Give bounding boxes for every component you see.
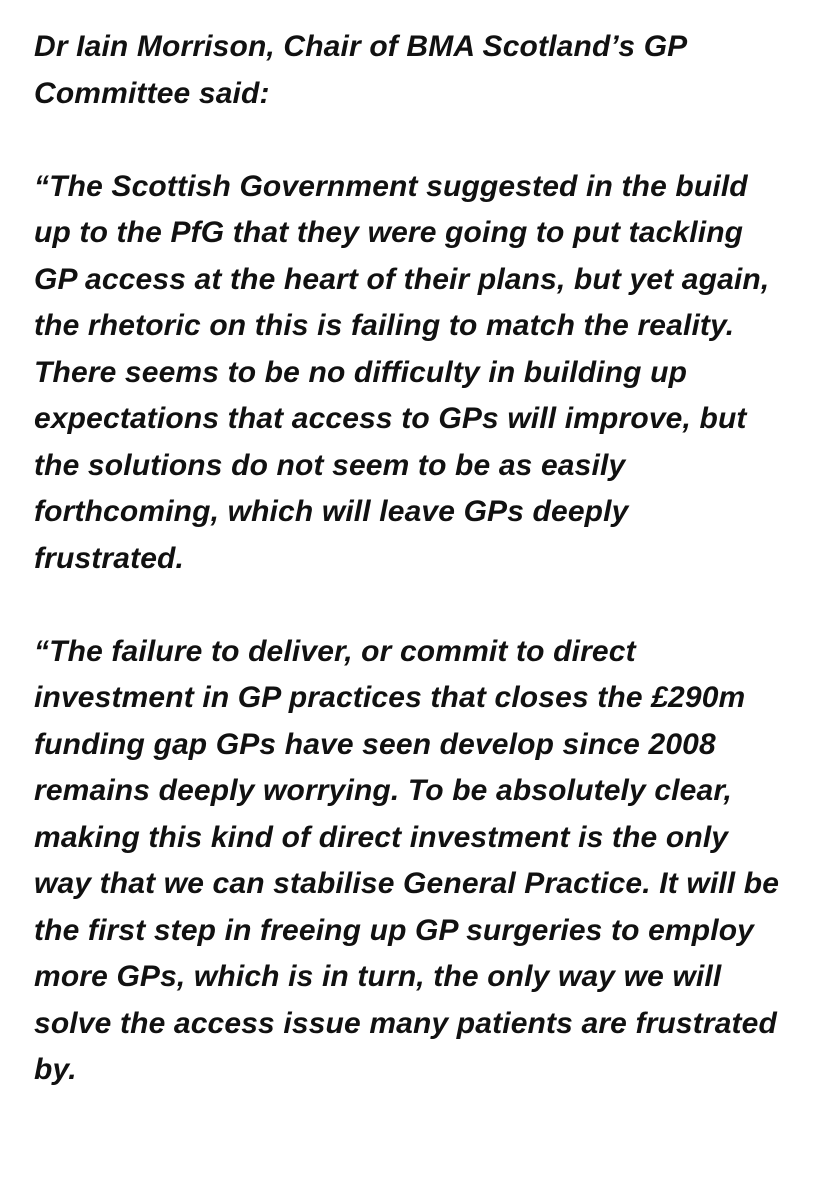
text-line: expectations that access to GPs will improve, but bbox=[34, 402, 747, 435]
text-line: solve the access issue many patients are frustrated bbox=[34, 1006, 777, 1040]
text-line: “The Scottish Government suggested in the build bbox=[34, 169, 748, 203]
text-line: frustrated. bbox=[34, 541, 185, 575]
paragraph-spacer bbox=[34, 582, 804, 629]
text-line: making this kind of direct investment is the only bbox=[34, 820, 729, 854]
text-line: Dr Iain Morrison, Chair of BMA Scotland’s GP bbox=[34, 30, 688, 63]
quote-paragraph-1 bbox=[34, 164, 804, 583]
quote-paragraph-2 bbox=[34, 629, 804, 1094]
text-line: the solutions do not seem to be as easily bbox=[34, 448, 626, 482]
paragraph-spacer bbox=[34, 117, 804, 164]
text-line: the rhetoric on this is failing to match the reality. bbox=[34, 309, 735, 342]
text-line: way that we can stabilise General Practice. It will be bbox=[34, 867, 780, 900]
document-body bbox=[34, 24, 804, 1094]
text-line: remains deeply worrying. To be absolutely clear, bbox=[34, 774, 732, 807]
text-line: There seems to be no difficulty in building up bbox=[34, 355, 688, 389]
text-line: Committee said: bbox=[34, 76, 270, 110]
text-line: investment in GP practices that closes the £290m bbox=[34, 681, 746, 714]
text-line: up to the PfG that they were going to put tackling bbox=[34, 216, 744, 249]
text-line: forthcoming, which will leave GPs deeply bbox=[34, 495, 629, 528]
text-line: funding gap GPs have seen develop since 2008 bbox=[34, 727, 716, 761]
text-line: more GPs, which is in turn, the only way we will bbox=[34, 960, 722, 993]
text-line: “The failure to deliver, or commit to direct bbox=[34, 634, 636, 668]
speaker-attribution bbox=[34, 24, 804, 117]
text-line: GP access at the heart of their plans, but yet again, bbox=[34, 262, 770, 296]
text-line: by. bbox=[34, 1053, 77, 1086]
text-line: the first step in freeing up GP surgeries to employ bbox=[34, 913, 755, 947]
